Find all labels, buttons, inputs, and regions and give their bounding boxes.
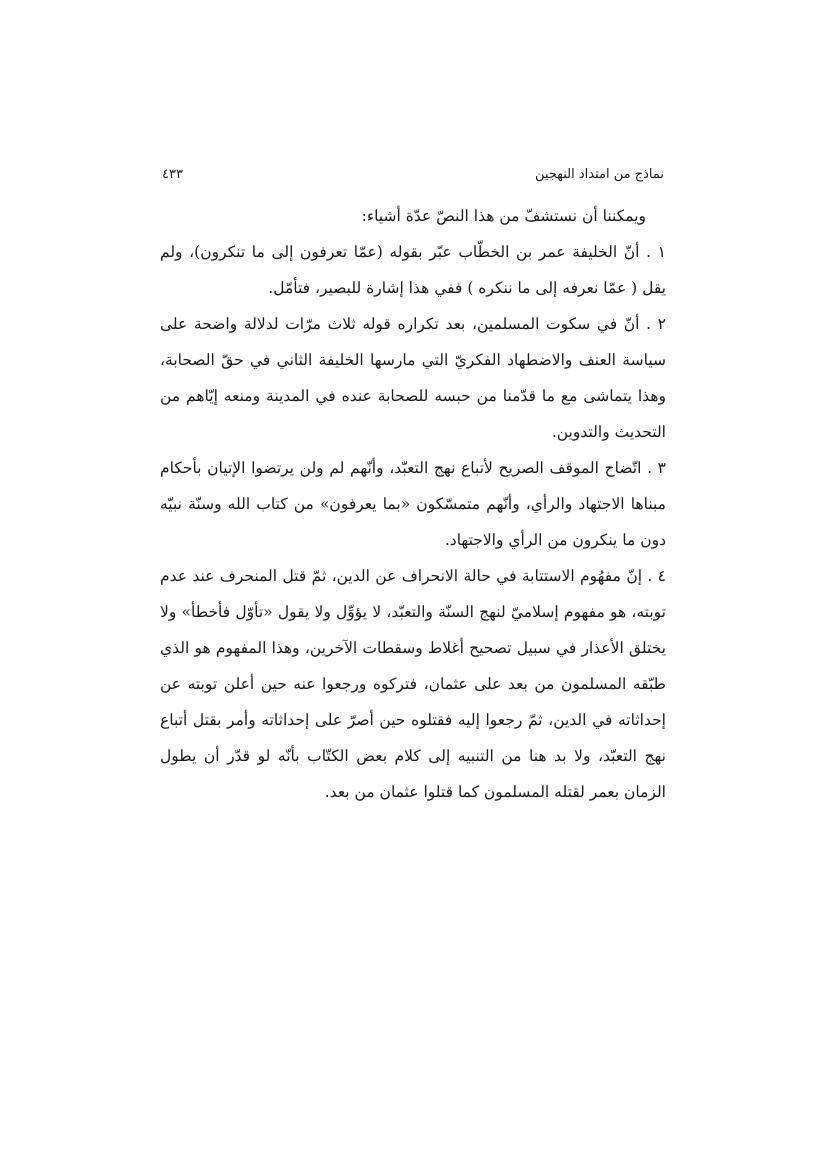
intro-paragraph: ويمكننا أن نستشفّ من هذا النصّ عدّة أشياء: bbox=[361, 207, 646, 225]
point-1-paragraph: ١ . أنّ الخليفة عمر بن الخطّاب عبّر بقوله (عمّا تعرفون إلى ما تنكرون)، ولم يقل ( عمّا نعرفه إلى ما ننكره ) ففي هذا إشارة للبصير، فتأمّل. bbox=[160, 243, 666, 297]
page-number: ٤٣٣ bbox=[162, 167, 183, 182]
running-title: نماذج من امتداد النهجين bbox=[535, 167, 664, 182]
body-text bbox=[160, 198, 666, 810]
point-4-paragraph: ٤ . إنّ مفهُوم الاستتابة في حالة الانحراف عن الدين، ثمّ قتل المنحرف عند عدم توبته، هو مفهوم إسلاميّ لنهج السنّة والتعبّد، لا يؤوِّل ولا يقول «تأوّل فأخطأ» ولا يختلق الأعذار في سبيل تصحيح أغلاط وسقطات الآخرين، وهذا المفهوم هو الذي طبّقه المسلمون من بعد على عثمان، فتركوه ورجعوا عنه حين أعلن توبته عن إحداثاته في الدين، ثمّ رجعوا إليه فقتلوه حين أصرّ على إحداثاته وأمر بقتل أتباع نهج التعبّد، ولا بد هنا من التنبيه إلى كلام بعض الكتّاب بأنّه لو قدّر أن يطول الزمان بعمر لقتله المسلمون كما قتلوا عثمان من بعد. bbox=[160, 567, 666, 801]
page-header bbox=[162, 163, 664, 187]
point-2-paragraph: ٢ . أنّ في سكوت المسلمين، بعد تكراره قوله ثلاث مرّات لدلالة واضحة على سياسة العنف والاضطهاد الفكريّ التي مارسها الخليفة الثاني في حقّ الصحابة، وهذا يتماشى مع ما قدّمنا من حبسه للصحابة عنده في المدينة ومنعه إيّاهم من التحديث والتدوين. bbox=[160, 315, 666, 441]
point-3-paragraph: ٣ . اتّضاح الموقف الصريح لأتباع نهج التعبّد، وأنّهم لم ولن يرتضوا الإتيان بأحكام مبناها الاجتهاد والرأي، وأنّهم متمسّكون «بما يعرفون» من كتاب الله وسنّة نبيّه دون ما ينكرون من الرأي والاجتهاد. bbox=[160, 459, 666, 549]
